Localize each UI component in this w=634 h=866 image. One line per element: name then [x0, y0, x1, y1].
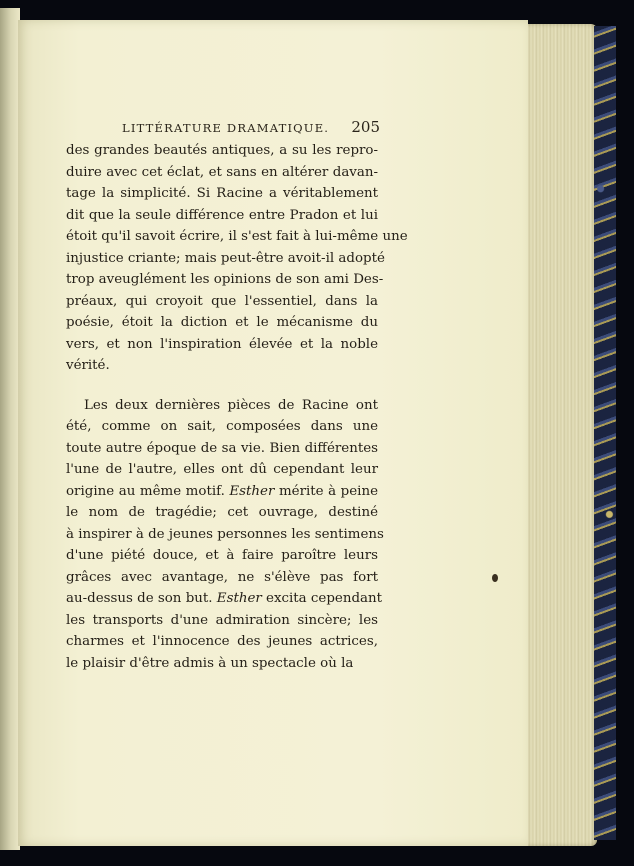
text-line: étoit qu'il savoit écrire, il s'est fait à lui-même une	[66, 229, 408, 244]
text-line: au-dessus de son but. Esther excita cependant	[66, 591, 383, 606]
text-line: origine au même motif. Esther mérite à peine	[66, 483, 378, 499]
ink-spot	[492, 574, 498, 582]
text-line: été, comme on sait, composées dans une	[66, 419, 378, 434]
running-title: LITTÉRATURE DRAMATIQUE.	[122, 121, 330, 135]
text-line: Les deux dernières pièces de Racine ont	[84, 397, 378, 413]
text-line: duire avec cet éclat, et sans en altérer davan-	[66, 164, 378, 180]
text-line: l'une de l'autre, elles ont dû cependant leur	[66, 462, 378, 477]
text-line: préaux, qui croyoit que l'essentiel, dans la	[66, 293, 378, 309]
running-head	[122, 118, 380, 136]
paragraph-2	[66, 395, 384, 675]
text-line: grâces avec avantage, ne s'élève pas fort	[66, 569, 378, 585]
text-line: d'une piété douce, et à faire paroître leurs	[66, 548, 378, 563]
text-line: le plaisir d'être admis à un spectacle où la	[66, 655, 354, 671]
text-line: toute autre époque de sa vie. Bien différentes	[66, 440, 378, 456]
page-number: 205	[351, 118, 380, 136]
text-line: charmes et l'innocence des jeunes actrices,	[66, 634, 378, 649]
text-line: dit que la seule différence entre Pradon et lui	[66, 207, 378, 223]
text-line: poésie, étoit la diction et le mécanisme du	[66, 315, 378, 330]
book-spine-gutter	[0, 8, 20, 850]
text-line: vers, et non l'inspiration élevée et la noble	[66, 336, 378, 352]
text-line: tage la simplicité. Si Racine a véritablement	[66, 186, 378, 201]
text-line: trop aveuglément les opinions de son ami Des-	[66, 272, 384, 287]
text-line: des grandes beautés antiques, a su les repro-	[66, 143, 378, 158]
marbled-cover-edge	[594, 26, 616, 840]
text-line: injustice criante; mais peut-être avoit-il adopté	[66, 250, 385, 266]
text-line: à inspirer à de jeunes personnes les sentimens	[66, 526, 384, 542]
paragraph-gap	[66, 377, 378, 395]
text-line: le nom de tragédie; cet ouvrage, destiné	[66, 505, 378, 520]
paragraph-1	[66, 140, 408, 377]
text-line: vérité.	[66, 358, 110, 373]
text-line: les transports d'une admiration sincère; les	[66, 612, 378, 628]
body-text	[66, 140, 408, 674]
